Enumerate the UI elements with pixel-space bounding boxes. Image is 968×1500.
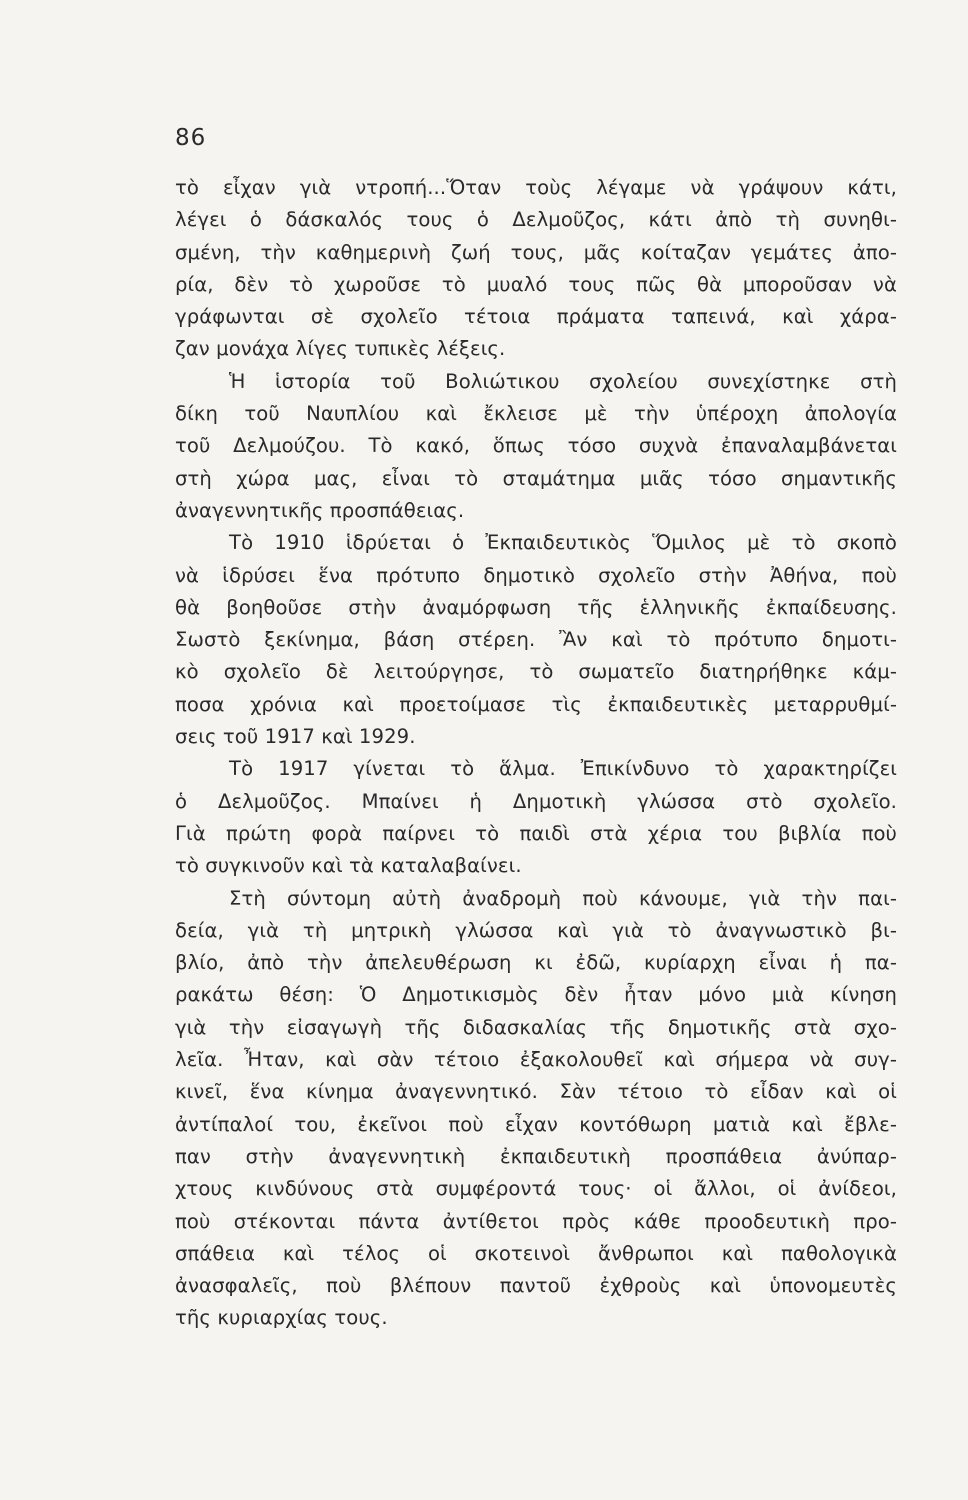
text-line: σμένη, τὴν καθημερινὴ ζωή τους, μᾶς κοίταζαν γεμάτες ἀπο- bbox=[175, 240, 897, 264]
text-line: ζαν μονάχα λίγες τυπικὲς λέξεις. bbox=[175, 337, 506, 361]
text-line: τῆς κυριαρχίας τους. bbox=[175, 1306, 388, 1330]
text-line: νὰ ἱδρύσει ἕνα πρότυπο δημοτικὸ σχολεῖο στὴν Ἀθήνα, ποὺ bbox=[175, 563, 897, 587]
text-line: σεις τοῦ 1917 καὶ 1929. bbox=[175, 725, 416, 749]
text-line: θὰ βοηθοῦσε στὴν ἀναμόρφωση τῆς ἑλληνικῆς ἐκπαίδευσης. bbox=[175, 595, 897, 619]
text-line: λέγει ὁ δάσκαλός τους ὁ Δελμοῦζος, κάτι ἀπὸ τὴ συνηθι- bbox=[175, 208, 897, 232]
text-line: σπάθεια καὶ τέλος οἱ σκοτεινοὶ ἄνθρωποι καὶ παθολογικὰ bbox=[175, 1241, 897, 1265]
text-line: γιὰ τὴν εἰσαγωγὴ τῆς διδασκαλίας τῆς δημοτικῆς στὰ σχο- bbox=[175, 1015, 897, 1039]
text-line: ἀντίπαλοί του, ἐκεῖνοι ποὺ εἶχαν κοντόθωρη ματιὰ καὶ ἔβλε- bbox=[175, 1112, 897, 1136]
text-line: δεία, γιὰ τὴ μητρικὴ γλώσσα καὶ γιὰ τὸ ἀναγνωστικὸ βι- bbox=[175, 918, 897, 942]
paragraph-first-line: Στὴ σύντομη αὐτὴ ἀναδρομὴ ποὺ κάνουμε, γιὰ τὴν παι- bbox=[229, 886, 897, 910]
text-line: τὸ εἶχαν γιὰ ντροπή...Ὅταν τοὺς λέγαμε νὰ γράψουν κάτι, bbox=[175, 176, 897, 199]
paragraph-first-line: Ἡ ἱστορία τοῦ Βολιώτικου σχολείου συνεχίστηκε στὴ bbox=[229, 369, 897, 393]
text-line: δίκη τοῦ Ναυπλίου καὶ ἔκλεισε μὲ τὴν ὑπέροχη ἀπολογία bbox=[175, 402, 897, 426]
paragraph-first-line: Τὸ 1917 γίνεται τὸ ἅλμα. Ἐπικίνδυνο τὸ χαρακτηρίζει bbox=[229, 757, 897, 781]
text-line: ποὺ στέκονται πάντα ἀντίθετοι πρὸς κάθε προοδευτικὴ προ- bbox=[175, 1209, 897, 1233]
text-line: ρία, δὲν τὸ χωροῦσε τὸ μυαλό τους πῶς θὰ μποροῦσαν νὰ bbox=[175, 272, 897, 296]
text-line: κινεῖ, ἕνα κίνημα ἀναγεννητικό. Σὰν τέτοιο τὸ εἶδαν καὶ οἱ bbox=[175, 1080, 897, 1104]
text-line: γράφωνται σὲ σχολεῖο τέτοια πράματα ταπεινά, καὶ χάρα- bbox=[175, 305, 897, 329]
text-line: τὸ συγκινοῦν καὶ τὰ καταλαβαίνει. bbox=[175, 854, 522, 878]
text-line: στὴ χώρα μας, εἶναι τὸ σταμάτημα μιᾶς τόσο σημαντικῆς bbox=[175, 466, 897, 490]
text-line: ἀνασφαλεῖς, ποὺ βλέπουν παντοῦ ἐχθροὺς καὶ ὑπονομευτὲς bbox=[175, 1274, 897, 1298]
paragraph-first-line: Τὸ 1910 ἱδρύεται ὁ Ἐκπαιδευτικὸς Ὅμιλος μὲ τὸ σκοπὸ bbox=[229, 531, 897, 555]
text-line: ἀναγεννητικῆς προσπάθειας. bbox=[175, 498, 465, 522]
body-text bbox=[175, 172, 897, 1335]
text-line: κὸ σχολεῖο δὲ λειτούργησε, τὸ σωματεῖο διατηρήθηκε κάμ- bbox=[175, 660, 897, 684]
text-line: τοῦ Δελμούζου. Τὸ κακό, ὅπως τόσο συχνὰ ἐπαναλαμβάνεται bbox=[175, 434, 897, 458]
text-line: ρακάτω θέση: Ὁ Δημοτικισμὸς δὲν ἦταν μόνο μιὰ κίνηση bbox=[175, 983, 897, 1007]
text-line: Σωστὸ ξεκίνημα, βάση στέρεη. Ἂν καὶ τὸ πρότυπο δημοτι- bbox=[175, 628, 897, 652]
text-line: Γιὰ πρώτη φορὰ παίρνει τὸ παιδὶ στὰ χέρια του βιβλία ποὺ bbox=[175, 821, 897, 845]
text-line: χτους κινδύνους στὰ συμφέροντά τους· οἱ ἄλλοι, οἱ ἀνίδεοι, bbox=[175, 1177, 897, 1201]
text-line: παν στὴν ἀναγεννητικὴ ἐκπαιδευτικὴ προσπάθεια ἀνύπαρ- bbox=[175, 1144, 897, 1168]
text-line: ὁ Δελμοῦζος. Μπαίνει ἡ Δημοτικὴ γλώσσα στὸ σχολεῖο. bbox=[175, 789, 897, 813]
page-number: 86 bbox=[175, 125, 207, 151]
text-line: λεῖα. Ἦταν, καὶ σὰν τέτοιο ἐξακολουθεῖ καὶ σήμερα νὰ συγ- bbox=[175, 1048, 897, 1072]
text-line: ποσα χρόνια καὶ προετοίμασε τὶς ἐκπαιδευτικὲς μεταρρυθμί- bbox=[175, 692, 897, 716]
text-line: βλίο, ἀπὸ τὴν ἀπελευθέρωση κι ἐδῶ, κυρίαρχη εἶναι ἡ πα- bbox=[175, 951, 897, 975]
